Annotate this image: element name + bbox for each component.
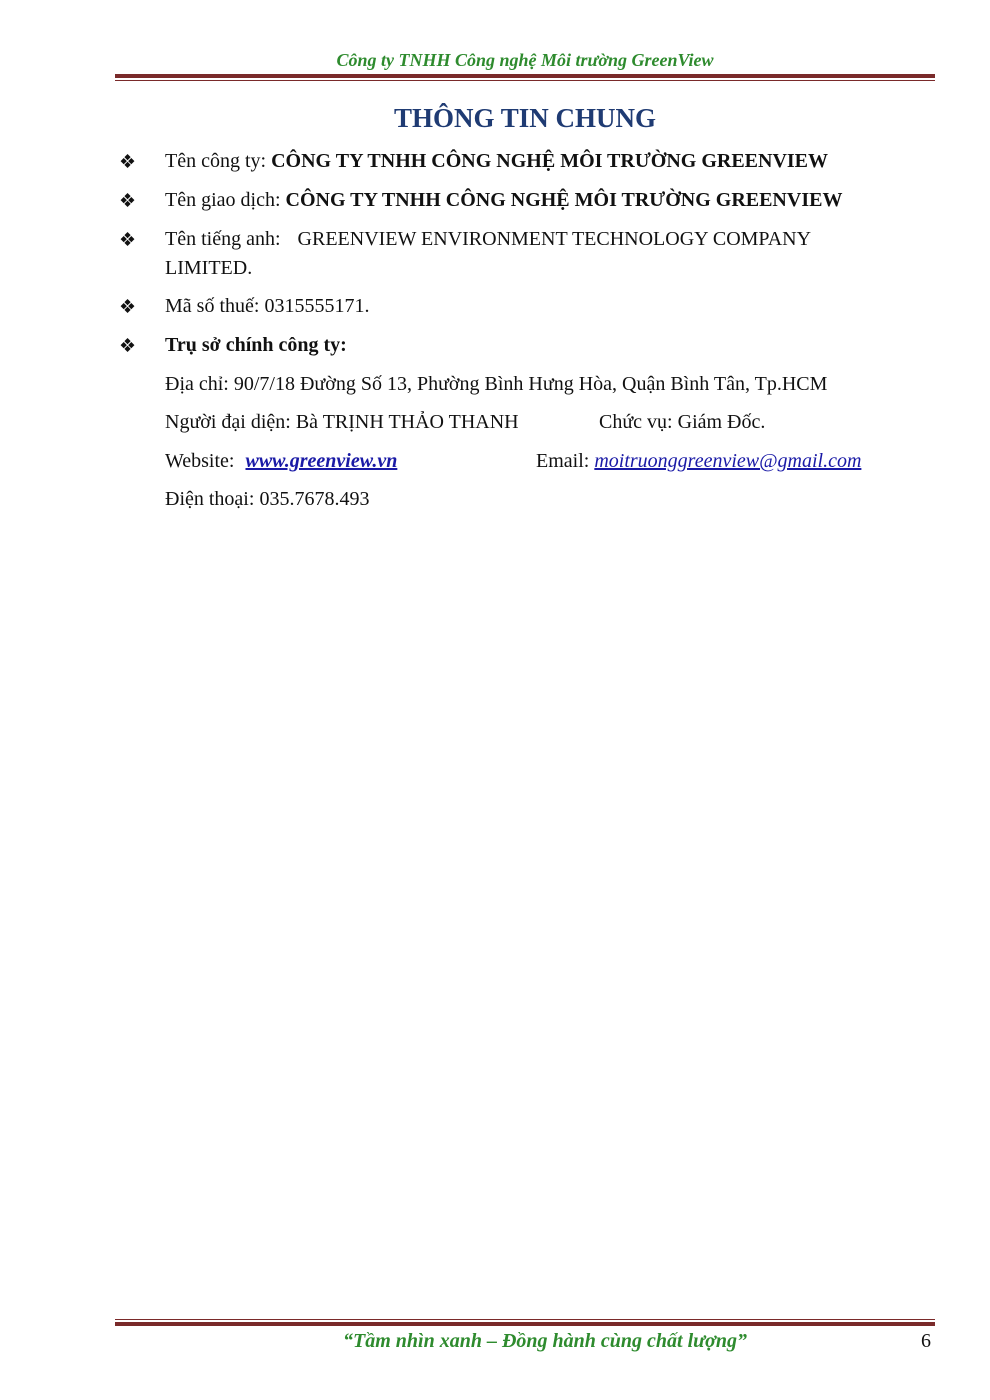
english-name-row bbox=[165, 228, 811, 251]
footer-divider bbox=[115, 1319, 935, 1326]
head-office-heading: Trụ sở chính công ty: bbox=[165, 334, 347, 356]
phone-row bbox=[165, 488, 369, 511]
email-label: Email: bbox=[536, 450, 590, 472]
bullet-icon: ❖ bbox=[119, 297, 137, 318]
company-name-row bbox=[165, 150, 828, 173]
trade-name-row bbox=[165, 189, 842, 212]
bullet-icon: ❖ bbox=[119, 230, 137, 251]
address-row bbox=[165, 373, 827, 396]
footer-slogan: “Tầm nhìn xanh – Đồng hành cùng chất lượng” bbox=[343, 1330, 747, 1352]
website-link[interactable]: www.greenview.vn bbox=[245, 450, 398, 472]
trade-name-label: Tên giao dịch: bbox=[165, 189, 281, 211]
representative-row bbox=[165, 411, 519, 434]
page-number: 6 bbox=[921, 1330, 931, 1352]
position-row bbox=[599, 411, 765, 434]
position-label: Chức vụ: bbox=[599, 411, 673, 433]
address-label: Địa chỉ: bbox=[165, 373, 229, 395]
tax-code-value: 0315555171. bbox=[264, 295, 370, 317]
english-name-continuation: LIMITED. bbox=[165, 257, 253, 279]
representative-value: Bà TRỊNH THẢO THANH bbox=[295, 411, 519, 433]
address-value: 90/7/18 Đường Số 13, Phường Bình Hưng Hòa, Quận Bình Tân, Tp.HCM bbox=[233, 373, 828, 395]
english-name-label: Tên tiếng anh: bbox=[165, 228, 281, 250]
email-row bbox=[536, 450, 861, 473]
phone-value: 035.7678.493 bbox=[259, 488, 370, 510]
bullet-icon: ❖ bbox=[119, 336, 137, 357]
tax-code-row bbox=[165, 295, 369, 318]
website-label: Website: bbox=[165, 450, 235, 472]
bullet-icon: ❖ bbox=[119, 152, 137, 173]
tax-code-label: Mã số thuế: bbox=[165, 295, 260, 317]
english-name-value: GREENVIEW ENVIRONMENT TECHNOLOGY COMPANY bbox=[297, 228, 812, 250]
company-name-value: CÔNG TY TNHH CÔNG NGHỆ MÔI TRƯỜNG GREENVIEW bbox=[271, 150, 829, 172]
position-value: Giám Đốc. bbox=[677, 411, 766, 433]
email-link[interactable]: moitruonggreenview@gmail.com bbox=[594, 450, 862, 472]
trade-name-value: CÔNG TY TNHH CÔNG NGHỆ MÔI TRƯỜNG GREENVIEW bbox=[285, 189, 843, 211]
representative-label: Người đại diện: bbox=[165, 411, 291, 433]
bullet-icon: ❖ bbox=[119, 191, 137, 212]
company-name-label: Tên công ty: bbox=[165, 150, 267, 172]
page-title: THÔNG TIN CHUNG bbox=[393, 103, 657, 133]
phone-label: Điện thoại: bbox=[165, 488, 255, 510]
header-divider bbox=[115, 74, 935, 81]
header-company-line: Công ty TNHH Công nghệ Môi trường GreenView bbox=[336, 50, 714, 70]
website-row bbox=[165, 450, 397, 473]
